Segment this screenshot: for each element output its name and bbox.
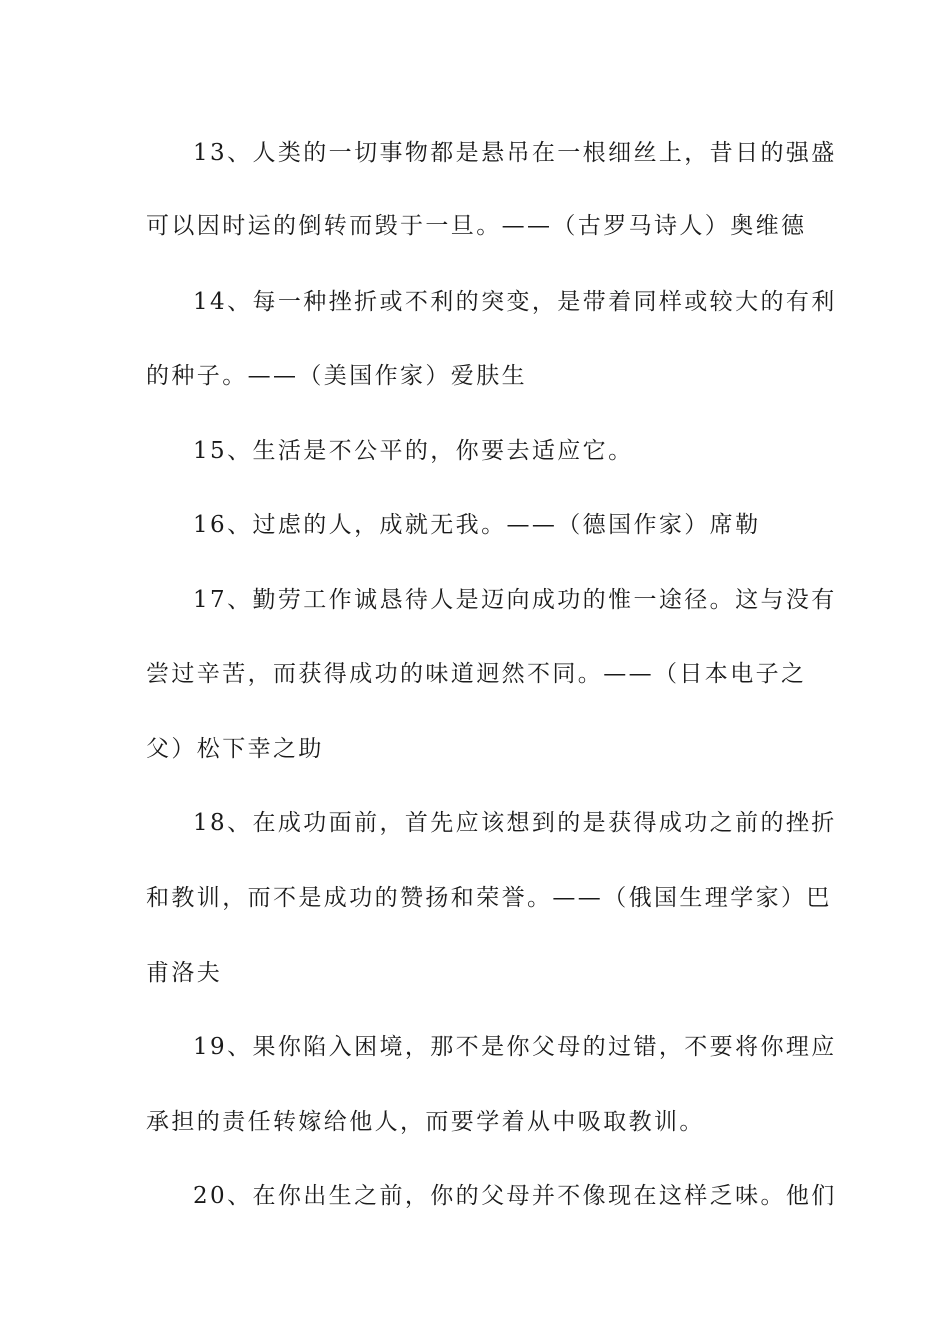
text-line: 16、过虑的人，成就无我。——（德国作家）席勒: [193, 512, 761, 538]
text-line: 承担的责任转嫁给他人，而要学着从中吸取教训。: [146, 1109, 705, 1135]
text-line: 可以因时运的倒转而毁于一旦。——（古罗马诗人）奥维德: [146, 213, 807, 239]
text-line: 14、每一种挫折或不利的突变，是带着同样或较大的有利: [193, 289, 837, 315]
text-line: 的种子。——（美国作家）爱肤生: [146, 363, 527, 389]
text-line: 父）松下幸之助: [146, 736, 324, 762]
text-line: 18、在成功面前，首先应该想到的是获得成功之前的挫折: [193, 810, 837, 836]
text-line: 13、人类的一切事物都是悬吊在一根细丝上，昔日的强盛: [193, 140, 837, 166]
text-line: 19、果你陷入困境，那不是你父母的过错，不要将你理应: [193, 1034, 837, 1060]
text-line: 和教训，而不是成功的赞扬和荣誉。——（俄国生理学家）巴: [146, 885, 832, 911]
text-line: 20、在你出生之前，你的父母并不像现在这样乏味。他们: [193, 1183, 837, 1209]
text-line: 尝过辛苦，而获得成功的味道迥然不同。——（日本电子之: [146, 661, 807, 687]
text-line: 15、生活是不公平的，你要去适应它。: [193, 438, 634, 464]
text-line: 甫洛夫: [146, 960, 223, 986]
text-line: 17、勤劳工作诚恳待人是迈向成功的惟一途径。这与没有: [193, 587, 837, 613]
